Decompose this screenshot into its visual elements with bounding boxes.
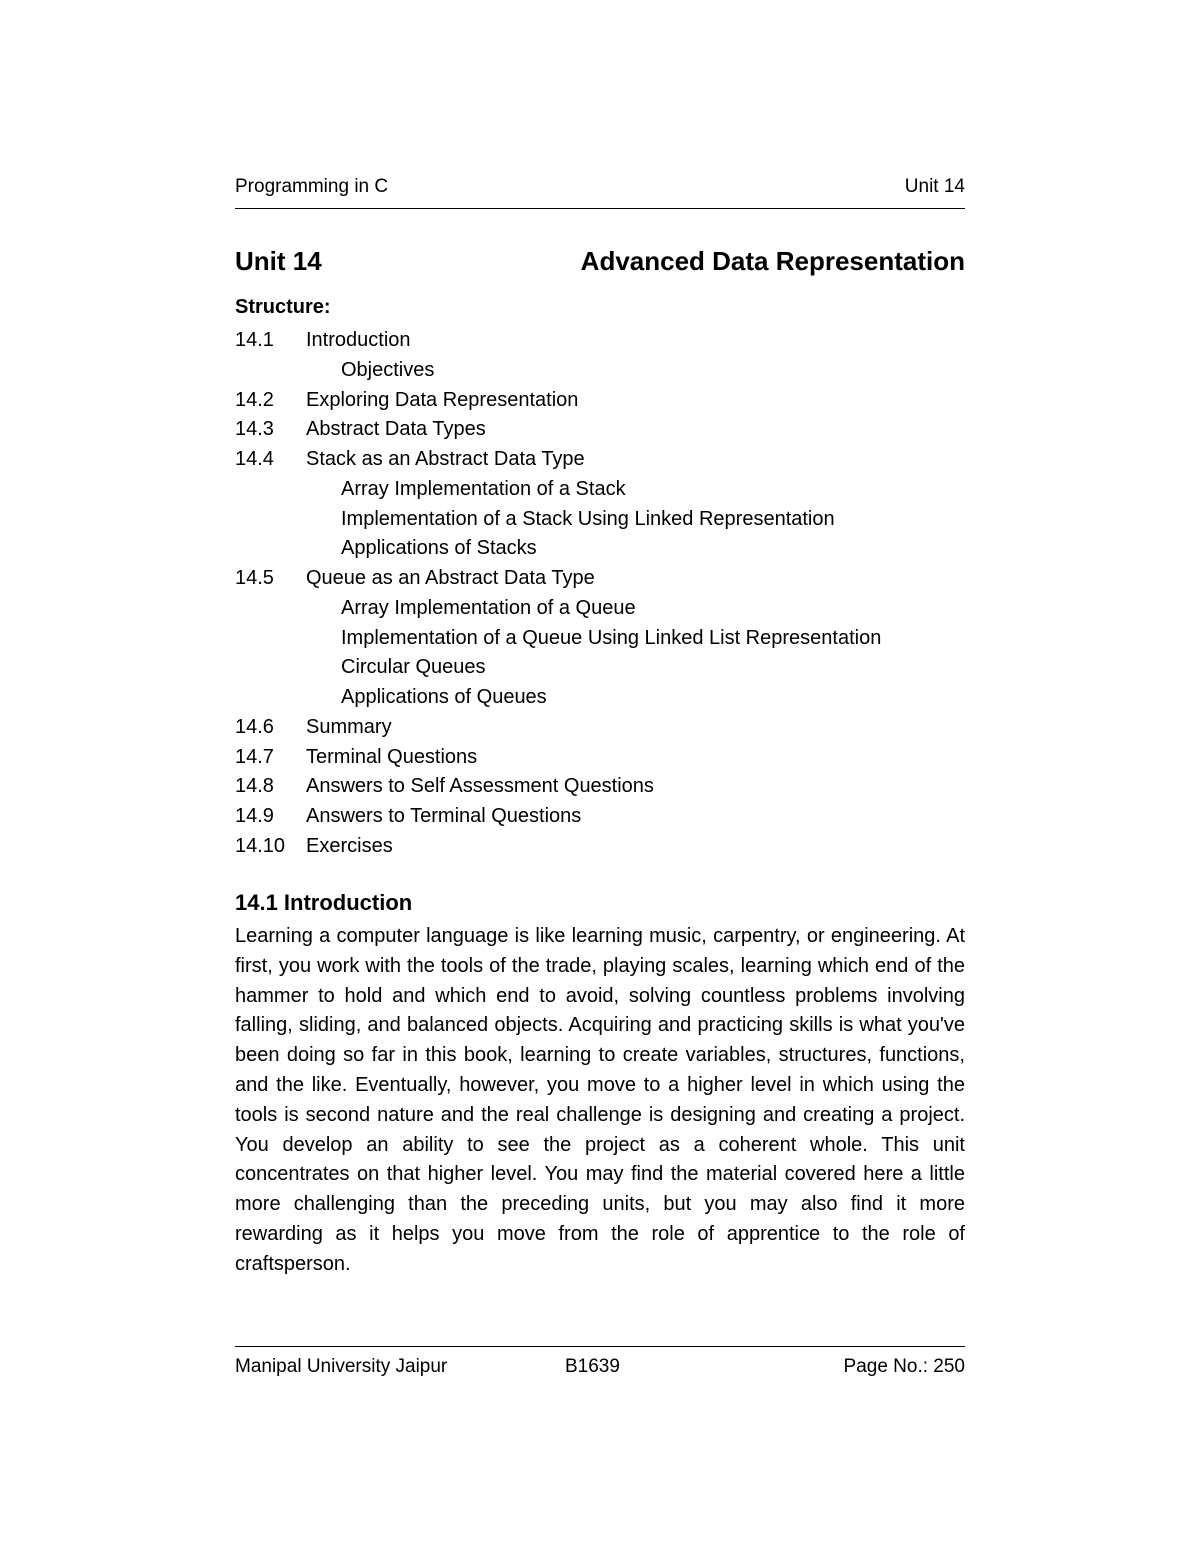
toc-item [235,326,965,356]
toc-number: 14.10 [235,834,286,857]
toc-subitem [235,624,965,654]
toc-number: 14.2 [235,388,274,411]
unit-number: Unit 14 [235,246,322,276]
toc-item [235,713,965,743]
toc-label: Applications of Queues [341,686,547,708]
toc-label: Applications of Stacks [341,537,537,560]
toc-label: Summary [306,715,392,738]
toc-label: Exploring Data Representation [306,388,579,411]
toc-number: 14.7 [235,745,274,768]
toc-label: Introduction [306,329,411,351]
toc-number: 14.8 [235,775,274,798]
toc-subitem [235,505,965,535]
toc-number: 14.3 [235,418,274,441]
toc-number: 14.5 [235,567,274,589]
toc-label: Implementation of a Stack Using Linked Representation [341,507,835,530]
toc-item [235,386,965,416]
toc-item [235,832,965,862]
toc-subitem [235,356,965,386]
toc-subitem [235,683,965,713]
running-footer [235,1346,965,1387]
toc-item [235,445,965,475]
toc-item [235,415,965,445]
toc-label: Objectives [341,358,435,381]
footer-course-code: B1639 [565,1356,620,1377]
footer-page-number: Page No.: 250 [843,1356,965,1377]
toc-item [235,564,965,594]
footer-university: Manipal University Jaipur [235,1356,448,1377]
toc-label: Circular Queues [341,656,486,679]
toc-label: Terminal Questions [306,745,478,768]
toc-label: Answers to Self Assessment Questions [306,775,654,798]
toc-subitem [235,594,965,624]
toc-label: Array Implementation of a Queue [341,596,636,619]
toc-label: Stack as an Abstract Data Type [306,448,585,470]
toc-label: Implementation of a Queue Using Linked List Representation [341,626,882,649]
toc-label: Queue as an Abstract Data Type [306,567,595,589]
toc-subitem [235,653,965,683]
toc-item [235,743,965,773]
toc-number: 14.1 [235,329,274,351]
toc-number: 14.6 [235,715,274,738]
toc-label: Exercises [306,834,393,857]
introduction-paragraph: Learning a computer language is like learning music, carpentry, or engineering. At first, you work with the tools of the trade, playing scales, learning which end of the hammer to hold and which end to avoid, solving countless problems involving falling, sliding, and balanced objects. Acquiring and practicing skills is what you've been doing so far in this book, learning to create variables, structures, functions, and the like. Eventually, however, you move to a higher level in which using the tools is second nature and the real challenge is designing and creating a project. You develop an ability to see the project as a coherent whole. This unit concentrates on that higher level. You may find the material covered here a little more challenging than the preceding units, but you may also find it more rewarding as it helps you move from the role of apprentice to the role of craftsperson. [235,925,965,1275]
structure-label: Structure: [235,296,331,318]
toc-number: 14.9 [235,805,274,827]
document-page [235,0,965,1553]
toc-label: Answers to Terminal Questions [306,805,582,827]
toc-item [235,802,965,832]
header-course-title: Programming in C [235,176,389,197]
header-unit-label: Unit 14 [904,176,965,197]
section-heading-introduction: 14.1 Introduction [235,890,413,915]
toc-subitem [235,475,965,505]
structure-list [235,326,965,862]
running-header [235,176,965,209]
toc-number: 14.4 [235,448,274,470]
toc-label: Abstract Data Types [306,418,486,441]
toc-subitem [235,534,965,564]
toc-item [235,772,965,802]
toc-label: Array Implementation of a Stack [341,477,626,500]
unit-name: Advanced Data Representation [580,246,965,276]
